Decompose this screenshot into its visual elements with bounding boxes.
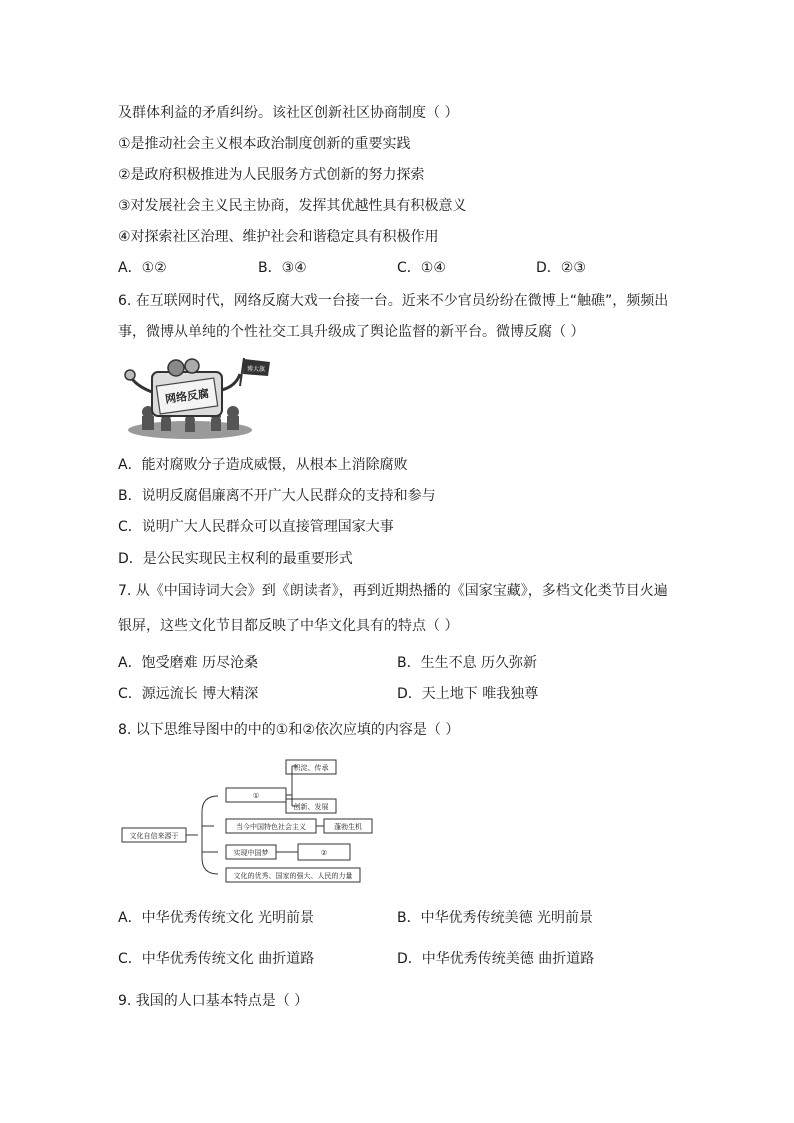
q7-stem-line-1: 7. 从《中国诗词大会》到《朗读者》，再到近期热播的《国家宝藏》，多档文化类节目火遍 <box>118 583 668 599</box>
mind-map-diagram <box>118 756 408 888</box>
q6-option-c: C．说明广大人民群众可以直接管理国家大事 <box>118 519 394 535</box>
mindmap-root-text: 文化自信来源于 <box>129 832 179 840</box>
mindmap-box-1-text: ① <box>252 792 260 800</box>
q7-option-c: C．源远流长 博大精深 <box>118 686 259 702</box>
q5-stem-continuation: 及群体利益的矛盾纠纷。该社区创新社区协商制度（ ） <box>118 105 459 121</box>
q7-option-d: D．天上地下 唯我独尊 <box>397 686 539 702</box>
q5-option-b: B．③④ <box>258 260 307 276</box>
q5-statement-1: ①是推动社会主义根本政治制度创新的重要实践 <box>118 136 411 152</box>
image-sign-text: 网络反腐 <box>164 386 210 406</box>
mindmap-sub-1-text: 积淀、传承 <box>293 764 329 772</box>
image-flag-text: 博大旗 <box>246 366 266 373</box>
q8-option-a: A．中华优秀传统文化 光明前景 <box>118 910 315 926</box>
q6-option-b: B．说明反腐倡廉离不开广大人民群众的支持和参与 <box>118 488 436 504</box>
q7-option-a: A．饱受磨难 历尽沧桑 <box>118 655 259 671</box>
q6-stem-line-1: 6. 在互联网时代，网络反腐大戏一台接一台。近来不少官员纷纷在微博上“触礁”，频频出 <box>118 293 669 309</box>
q5-option-a: A．①② <box>118 260 167 276</box>
q5-statement-2: ②是政府积极推进为人民服务方式创新的努力探索 <box>118 167 425 183</box>
mindmap-box-2-right-text: 蓬勃生机 <box>334 823 362 831</box>
q7-stem-line-2: 银屏，这些文化节目都反映了中华文化具有的特点（ ） <box>118 618 459 634</box>
q8-option-d: D．中华优秀传统美德 曲折道路 <box>397 951 595 967</box>
anti-corruption-cartoon-image <box>118 356 276 442</box>
q6-option-d: D．是公民实现民主权利的最重要形式 <box>118 551 353 567</box>
q8-option-c: C．中华优秀传统文化 曲折道路 <box>118 951 315 967</box>
mindmap-box-3-right-text: ② <box>320 849 328 857</box>
q5-option-d: D．②③ <box>536 260 586 276</box>
mindmap-box-2-text: 当今中国特色社会主义 <box>236 823 306 831</box>
q6-option-a: A．能对腐败分子造成威慑，从根本上消除腐败 <box>118 457 408 473</box>
q7-option-b: B．生生不息 历久弥新 <box>397 655 538 671</box>
q5-statement-4: ④对探索社区治理、维护社会和谐稳定具有积极作用 <box>118 229 439 245</box>
q9-stem: 9. 我国的人口基本特点是（ ） <box>118 993 309 1009</box>
mindmap-box-4-text: 文化的优秀、国家的强大、人民的力量 <box>233 872 353 880</box>
q8-stem: 8. 以下思维导图中的中的①和②依次应填的内容是（ ） <box>118 722 460 738</box>
q8-option-b: B．中华优秀传统美德 光明前景 <box>397 910 594 926</box>
q5-statement-3: ③对发展社会主义民主协商，发挥其优越性具有积极意义 <box>118 198 467 214</box>
mindmap-sub-2-text: 创新、发展 <box>293 803 329 811</box>
q5-option-c: C．①④ <box>397 260 446 276</box>
mindmap-box-3-text: 实现中国梦 <box>233 849 269 857</box>
q6-stem-line-2: 事，微博从单纯的个性社交工具升级成了舆论监督的新平台。微博反腐（ ） <box>118 324 585 340</box>
